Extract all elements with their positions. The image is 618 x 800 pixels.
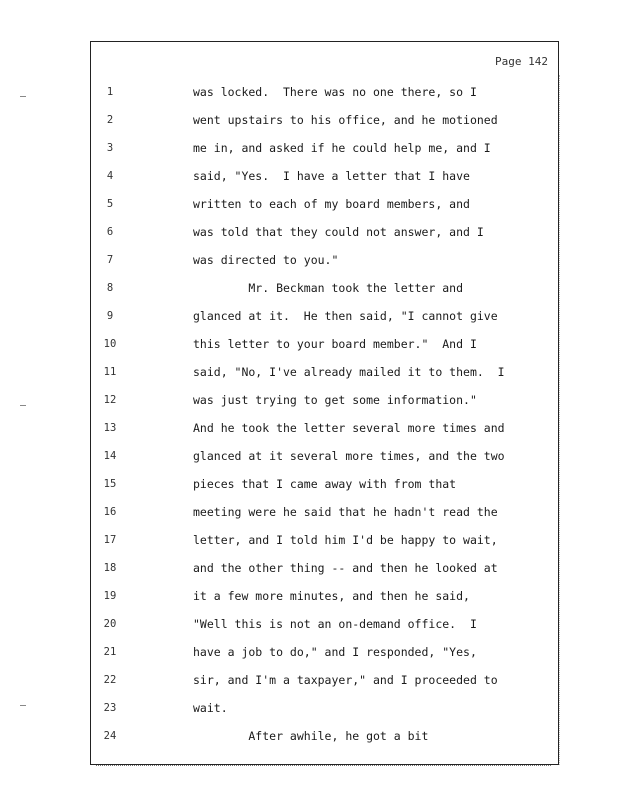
line-number: 2	[106, 114, 114, 126]
line-number: 7	[106, 254, 114, 266]
margin-mark	[20, 96, 26, 97]
line-number: 21	[103, 646, 117, 658]
transcript-line: meeting were he said that he hadn't read the	[193, 505, 498, 519]
transcript-line: Mr. Beckman took the letter and	[193, 281, 464, 295]
transcript-line: was directed to you."	[193, 253, 339, 267]
line-number: 19	[103, 590, 117, 602]
transcript-line: this letter to your board member." And I	[193, 337, 477, 351]
line-number: 5	[106, 198, 114, 210]
line-number: 6	[106, 226, 114, 238]
line-number: 10	[103, 338, 117, 350]
transcript-line: wait.	[193, 701, 228, 715]
line-number: 1	[106, 86, 114, 98]
transcript-line: pieces that I came away with from that	[193, 477, 457, 491]
line-number: 11	[103, 366, 117, 378]
transcript-line: "Well this is not an on-demand office. I	[193, 617, 477, 631]
margin-mark	[20, 705, 26, 706]
margin-mark	[20, 405, 26, 406]
transcript-line: letter, and I told him I'd be happy to wait,	[193, 533, 498, 547]
transcript-line: written to each of my board members, and	[193, 197, 470, 211]
transcript-line: After awhile, he got a bit	[193, 729, 429, 743]
transcript-line: me in, and asked if he could help me, and I	[193, 141, 491, 155]
line-number: 4	[106, 170, 114, 182]
transcript-line: was just trying to get some information."	[193, 393, 477, 407]
line-number: 13	[103, 422, 117, 434]
line-number: 22	[103, 674, 117, 686]
line-number: 3	[106, 142, 114, 154]
page-number: Page 142	[495, 55, 548, 68]
transcript-line: it a few more minutes, and then he said,	[193, 589, 470, 603]
line-number: 18	[103, 562, 117, 574]
line-number: 24	[103, 730, 117, 742]
transcript-line: went upstairs to his office, and he motioned	[193, 113, 498, 127]
transcript-line: was told that they could not answer, and I	[193, 225, 484, 239]
scan-edge-artifact	[559, 75, 561, 765]
line-number: 12	[103, 394, 117, 406]
line-number: 23	[103, 702, 117, 714]
line-number: 9	[106, 310, 114, 322]
line-number: 17	[103, 534, 117, 546]
line-number: 15	[103, 478, 117, 490]
line-number: 20	[103, 618, 117, 630]
line-number: 16	[103, 506, 117, 518]
transcript-line: have a job to do," and I responded, "Yes,	[193, 645, 477, 659]
line-number: 14	[103, 450, 117, 462]
transcript-line: said, "Yes. I have a letter that I have	[193, 169, 470, 183]
transcript-line: and the other thing -- and then he looked at	[193, 561, 498, 575]
transcript-line: glanced at it. He then said, "I cannot give	[193, 309, 498, 323]
line-number: 8	[106, 282, 114, 294]
scan-bottom-artifact	[96, 765, 551, 767]
transcript-line: glanced at it several more times, and the two	[193, 449, 505, 463]
transcript-line: sir, and I'm a taxpayer," and I proceeded to	[193, 673, 498, 687]
transcript-line: And he took the letter several more times and	[193, 421, 505, 435]
transcript-line: said, "No, I've already mailed it to them. I	[193, 365, 505, 379]
transcript-line: was locked. There was no one there, so I	[193, 85, 477, 99]
